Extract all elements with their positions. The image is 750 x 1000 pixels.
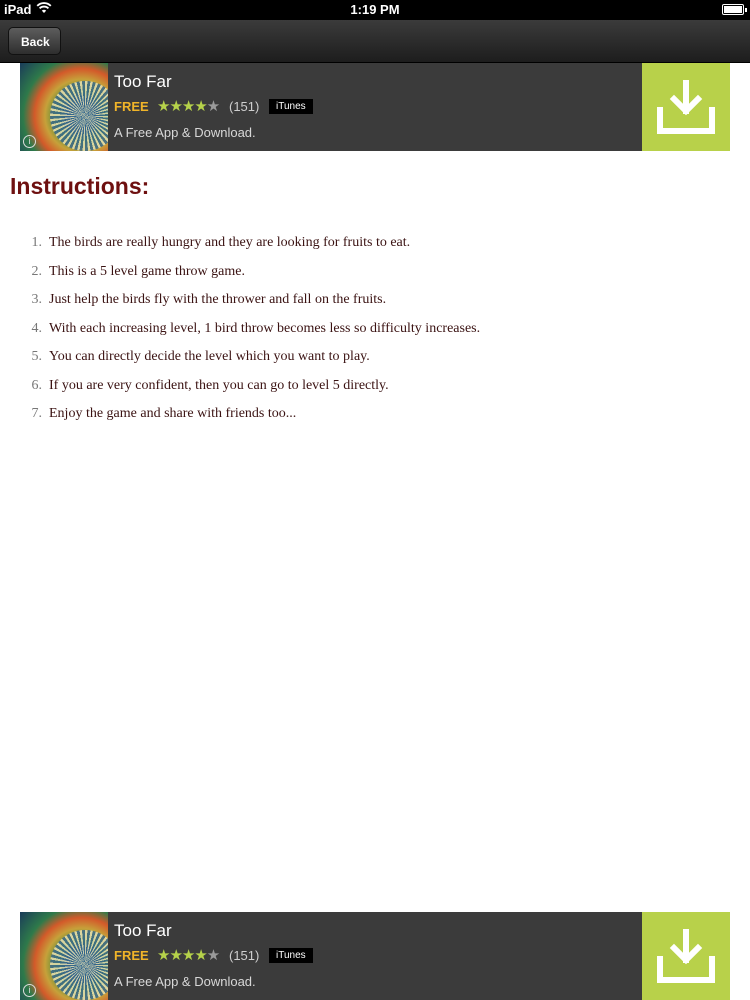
star-empty-icon: ★ [206, 947, 220, 964]
ad-price: FREE [114, 948, 149, 963]
star-empty-icon: ★ [206, 98, 220, 115]
info-icon[interactable]: i [23, 135, 36, 148]
list-number: 2. [31, 263, 42, 279]
list-text: The birds are really hungry and they are looking for fruits to eat. [49, 235, 411, 250]
app-icon[interactable] [20, 912, 108, 1000]
battery-icon [722, 4, 744, 15]
list-number: 1. [31, 235, 42, 250]
list-number: 3. [31, 292, 42, 307]
star-icon: ★★★★ [157, 947, 207, 964]
list-text: If you are very confident, then you can go to level 5 directly. [49, 377, 389, 393]
rating-stars [157, 97, 219, 115]
ad-app-name[interactable]: Too Far [114, 921, 172, 940]
rating-count: (151) [229, 948, 260, 963]
list-text: Just help the birds fly with the thrower and fall on the fruits. [49, 292, 387, 307]
info-icon[interactable]: i [23, 984, 36, 997]
itunes-badge: iTunes [269, 948, 313, 963]
list-text: You can directly decide the level which you want to play. [49, 349, 370, 364]
ad-banner-top[interactable] [0, 63, 750, 151]
download-icon [656, 77, 716, 137]
ad-tagline: A Free App & Download. [114, 125, 256, 140]
list-number: 5. [31, 349, 42, 364]
back-button[interactable]: Back [8, 27, 61, 55]
ad-price: FREE [114, 99, 149, 114]
list-text: With each increasing level, 1 bird throw becomes less so difficulty increases. [49, 320, 481, 336]
rating-stars [157, 946, 219, 964]
list-text: This is a 5 level game throw game. [49, 263, 245, 279]
instructions-title: Instructions: [10, 173, 150, 199]
carrier-label: iPad [4, 2, 32, 17]
ad-app-name[interactable]: Too Far [114, 72, 172, 91]
list-text: Enjoy the game and share with friends too... [49, 406, 297, 421]
rating-count: (151) [229, 99, 260, 114]
list-number: 7. [31, 406, 42, 421]
itunes-badge: iTunes [269, 99, 313, 114]
download-button[interactable] [642, 912, 730, 1000]
status-bar [0, 0, 750, 20]
app-icon[interactable] [20, 63, 108, 151]
list-number: 6. [31, 377, 42, 393]
star-icon: ★★★★ [157, 98, 207, 115]
navigation-bar [0, 20, 750, 63]
ad-banner-bottom[interactable] [0, 912, 750, 1000]
download-icon [656, 926, 716, 986]
download-button[interactable] [642, 63, 730, 151]
ad-tagline: A Free App & Download. [114, 974, 256, 989]
list-number: 4. [31, 320, 42, 336]
status-time: 1:19 PM [350, 2, 400, 17]
